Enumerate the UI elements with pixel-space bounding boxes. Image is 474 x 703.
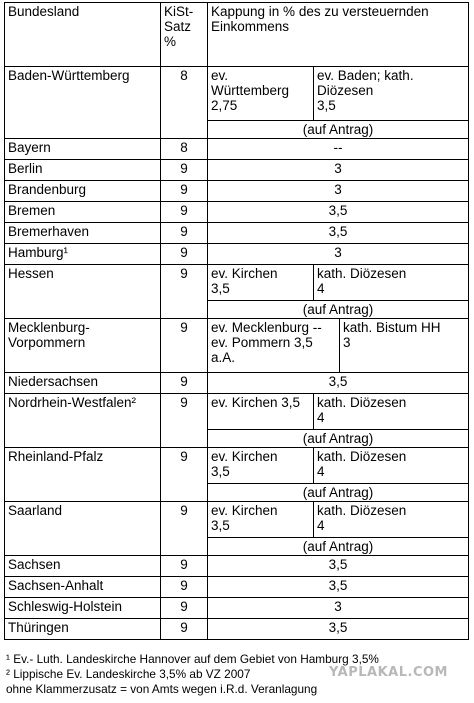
- site-watermark: YAPLAKAL.COM: [329, 665, 448, 680]
- table-row: [5, 139, 469, 160]
- land-cell: Sachsen: [5, 556, 161, 577]
- cap-kath-cell: kath. Diözesen 4: [314, 394, 469, 430]
- cap-kath-cell: ev. Baden; kath. Diözesen 3,5: [314, 67, 469, 121]
- land-cell: Berlin: [5, 160, 161, 181]
- cap-kath-cell: kath. Diözesen 4: [314, 448, 469, 484]
- footnote-3: ohne Klammerzusatz = von Amts wegen i.R.d. Veranlagung: [6, 682, 318, 696]
- rate-cell: 9: [161, 598, 208, 619]
- rate-cell: 9: [161, 502, 208, 556]
- rate-cell: 8: [161, 67, 208, 139]
- cap-ev-cell: ev. Kirchen 3,5: [208, 265, 314, 301]
- land-cell: Niedersachsen: [5, 373, 161, 394]
- land-cell: Bremen: [5, 202, 161, 223]
- rate-cell: 9: [161, 319, 208, 373]
- rate-cell: 9: [161, 202, 208, 223]
- rate-cell: 9: [161, 619, 208, 640]
- rate-cell: 9: [161, 448, 208, 502]
- cap-ev-cell: ev. Kirchen 3,5: [208, 502, 314, 538]
- cap-kath-cell: kath. Bistum HH 3: [340, 319, 469, 373]
- cap-kath-cell: kath. Diözesen 4: [314, 502, 469, 538]
- rate-cell: 9: [161, 394, 208, 448]
- header-row: [5, 3, 469, 67]
- land-cell: Hessen: [5, 265, 161, 319]
- on-request-note: (auf Antrag): [208, 430, 469, 448]
- table-row: [5, 598, 469, 619]
- cap-cell: 3,5: [208, 577, 469, 598]
- cap-cell: 3: [208, 160, 469, 181]
- rate-cell: 9: [161, 181, 208, 202]
- cap-ev-cell: ev. Württemberg 2,75: [208, 67, 314, 121]
- table-row: [5, 394, 469, 430]
- cap-ev-cell: ev. Kirchen 3,5: [208, 394, 314, 430]
- cap-cell: 3: [208, 598, 469, 619]
- table-row: [5, 181, 469, 202]
- land-cell: Sachsen-Anhalt: [5, 577, 161, 598]
- table-row: [5, 448, 469, 484]
- land-cell: Mecklenburg- Vorpommern: [5, 319, 161, 373]
- header-kist-satz: KiSt- Satz %: [161, 3, 208, 67]
- rate-cell: 9: [161, 160, 208, 181]
- rate-cell: 9: [161, 265, 208, 319]
- on-request-note: (auf Antrag): [208, 484, 469, 502]
- table-row: [5, 67, 469, 121]
- land-cell: Rheinland-Pfalz: [5, 448, 161, 502]
- cap-cell: 3,5: [208, 373, 469, 394]
- cap-cell: 3: [208, 244, 469, 265]
- table-row: [5, 577, 469, 598]
- church-tax-table: [4, 2, 469, 640]
- table-row: [5, 202, 469, 223]
- land-cell: Saarland: [5, 502, 161, 556]
- cap-cell: 3: [208, 181, 469, 202]
- table-row: [5, 223, 469, 244]
- on-request-note: (auf Antrag): [208, 121, 469, 139]
- header-bundesland: Bundesland: [5, 3, 161, 67]
- cap-cell: 3,5: [208, 202, 469, 223]
- on-request-note: (auf Antrag): [208, 301, 469, 319]
- table-row: [5, 244, 469, 265]
- table-row: [5, 265, 469, 301]
- land-cell: Nordrhein-Westfalen²: [5, 394, 161, 448]
- land-cell: Bremerhaven: [5, 223, 161, 244]
- land-cell: Hamburg¹: [5, 244, 161, 265]
- table-row: [5, 160, 469, 181]
- header-kappung: Kappung in % des zu versteuernden Einkommens: [208, 3, 469, 67]
- table-row: [5, 373, 469, 394]
- on-request-note: (auf Antrag): [208, 538, 469, 556]
- rate-cell: 9: [161, 244, 208, 265]
- footnote-2: ² Lippische Ev. Landeskirche 3,5% ab VZ 2007: [6, 667, 251, 681]
- land-cell: Baden-Württemberg: [5, 67, 161, 139]
- cap-cell: 3,5: [208, 619, 469, 640]
- rate-cell: 8: [161, 139, 208, 160]
- land-cell: Bayern: [5, 139, 161, 160]
- rate-cell: 9: [161, 223, 208, 244]
- cap-kath-cell: kath. Diözesen 4: [314, 265, 469, 301]
- footnote-1: ¹ Ev.- Luth. Landeskirche Hannover auf dem Gebiet von Hamburg 3,5%: [6, 652, 379, 666]
- rate-cell: 9: [161, 556, 208, 577]
- table-row: [5, 619, 469, 640]
- table-row: [5, 319, 469, 373]
- cap-ev-cell: ev. Kirchen 3,5: [208, 448, 314, 484]
- land-cell: Schleswig-Holstein: [5, 598, 161, 619]
- rate-cell: 9: [161, 577, 208, 598]
- rate-cell: 9: [161, 373, 208, 394]
- cap-cell: 3,5: [208, 223, 469, 244]
- land-cell: Brandenburg: [5, 181, 161, 202]
- land-cell: Thüringen: [5, 619, 161, 640]
- cap-ev-cell: ev. Mecklenburg -- ev. Pommern 3,5 a.A.: [208, 319, 340, 373]
- table-row: [5, 502, 469, 538]
- table-row: [5, 556, 469, 577]
- cap-cell: --: [208, 139, 469, 160]
- cap-cell: 3,5: [208, 556, 469, 577]
